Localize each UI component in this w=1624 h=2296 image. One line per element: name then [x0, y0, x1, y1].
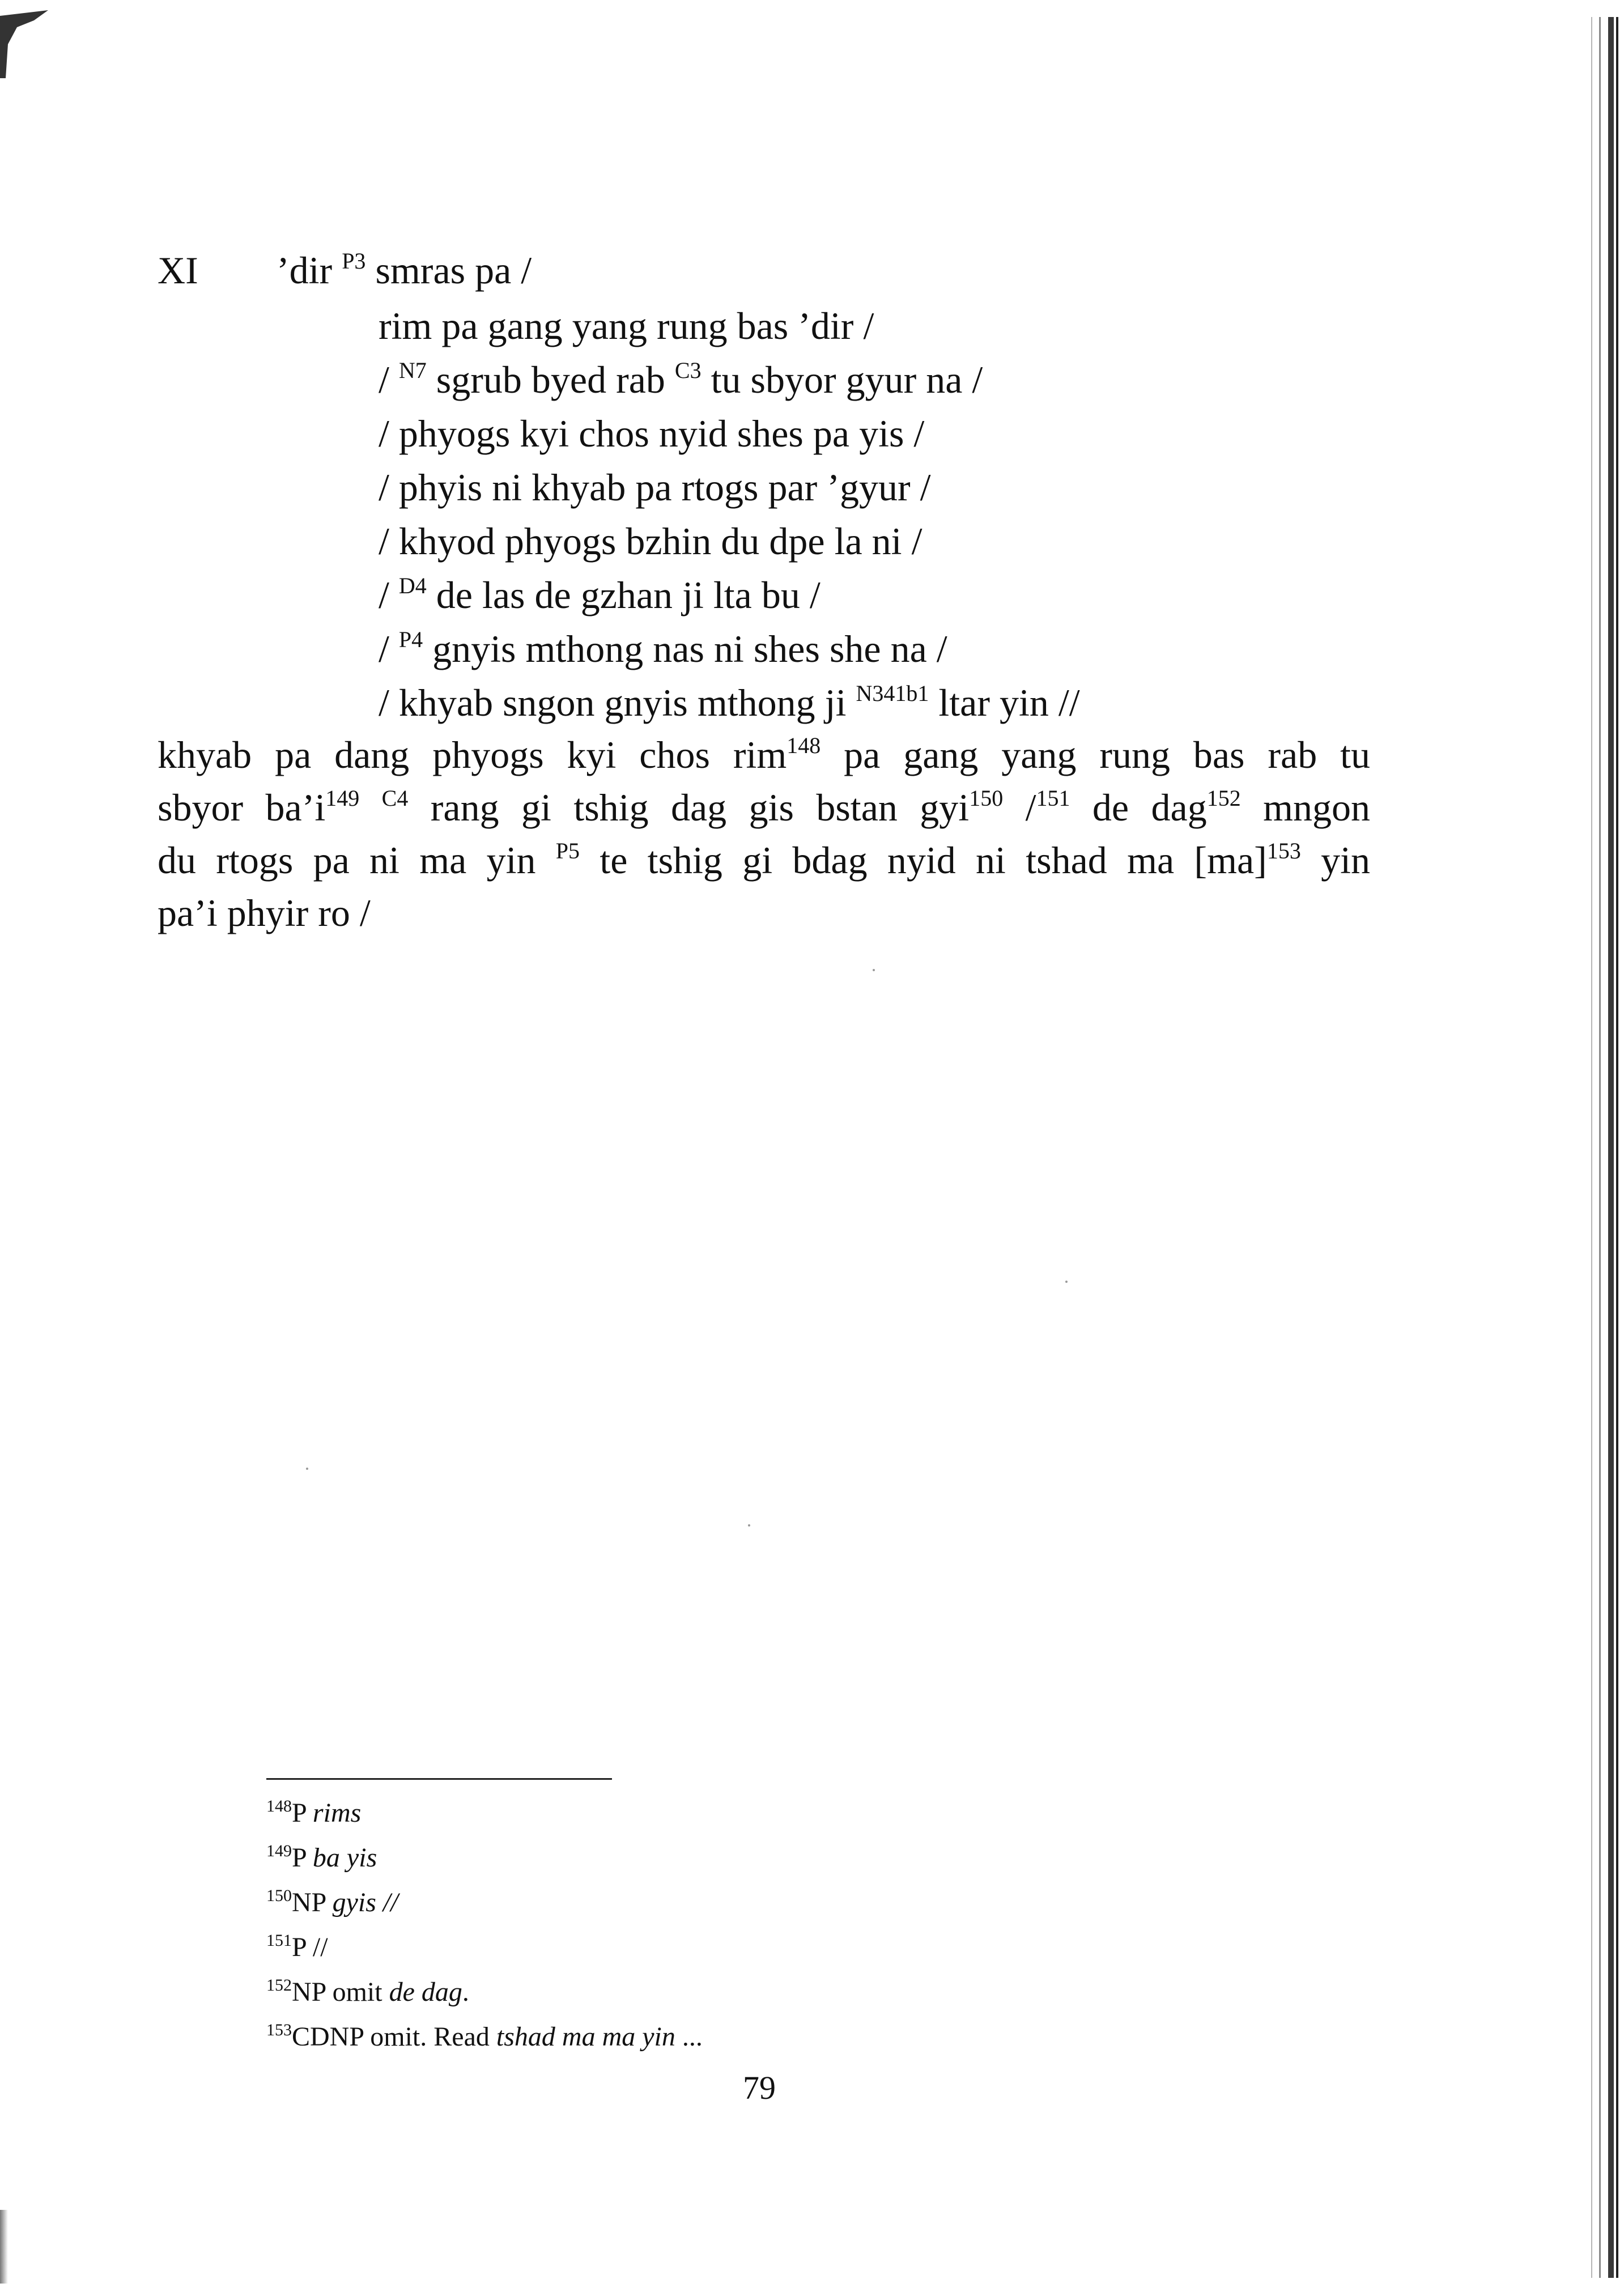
footnote-ref: 150 [969, 785, 1004, 811]
footnote-number: 148 [266, 1797, 292, 1815]
prose-line: khyab pa dang phyogs kyi chos rim$^{148}$ pa gang yang rung bas rab tu [158, 733, 1370, 776]
footnote-ref: 149 [325, 785, 360, 811]
verse-line: / khyod phyogs bzhin du dpe la ni / [379, 520, 922, 563]
footnote: $^{152}$NP omit de dag. [266, 1976, 469, 2007]
scan-left-edge [0, 2210, 8, 2284]
verse-line: / $^{N7}$ sgrub byed rab $^{C3}$ tu sbyor gyur na / [379, 358, 983, 401]
footnote-ref: 148 [787, 733, 821, 758]
footnote: $^{153}$CDNP omit. Read tshad ma ma yin ... [266, 2021, 703, 2052]
footnotes [266, 1791, 703, 2059]
scan-speck [873, 969, 875, 971]
footnote-number: 153 [266, 2021, 292, 2039]
prose-line: du rtogs pa ni ma yin $^{P5}$ te tshig gi bdag nyid ni tshad ma [ma]$^{153}$ yin [158, 838, 1370, 882]
scan-corner-mark [0, 10, 51, 78]
verse-line: / $^{P4}$ gnyis mthong nas ni shes she na / [379, 627, 947, 670]
footnote-number: 152 [266, 1976, 292, 1995]
footnote-number: 149 [266, 1842, 292, 1860]
footnote: $^{149}$P ba yis [266, 1842, 377, 1873]
footnote-ref: 152 [1206, 785, 1241, 811]
prose-line: sbyor $ba’i^{149}$ $^{C4}$ rang gi tshig dag gis bstan gyi$^{150}$ /$^{151}$ de dag$^{152}$ mngon [158, 785, 1371, 829]
footnote-number: 151 [266, 1931, 292, 1950]
verse-line: / phyis ni khyab pa rtogs par ’gyur / [379, 466, 931, 509]
footnote-divider [266, 1778, 612, 1780]
verse-number: XI [158, 249, 198, 292]
ms-siglum: C3 [674, 358, 702, 383]
scan-speck [748, 1524, 750, 1527]
verse-lines [379, 299, 1080, 730]
footnote-ref: 153 [1266, 838, 1301, 864]
prose-line: pa’i phyir ro / [158, 891, 371, 934]
verse-line: rim pa gang yang rung bas ’dir / [379, 304, 874, 347]
page-number: 79 [743, 2069, 776, 2106]
ms-siglum: N7 [398, 358, 427, 383]
ms-siglum: C4 [381, 785, 409, 811]
scan-speck [306, 1468, 308, 1470]
footnote: $^{150}$NP gyis // [266, 1886, 398, 1917]
scan-right-edge [1562, 0, 1624, 2296]
footnote-ref: 151 [1036, 785, 1070, 811]
ms-siglum: P5 [555, 838, 580, 864]
commentary-paragraph [158, 729, 1370, 939]
verse-line: / $^{D4}$ de las de gzhan ji lta bu / [379, 573, 820, 616]
footnote-number: 150 [266, 1886, 292, 1905]
verse-line: / khyab sngon gnyis mthong ji $^{N341b1}$ ltar yin // [379, 681, 1080, 724]
ms-siglum: P4 [398, 627, 423, 652]
scan-speck [1065, 1281, 1068, 1283]
verse-line: / phyogs kyi chos nyid shes pa yis / [379, 412, 925, 455]
ms-siglum: N341b1 [856, 681, 929, 706]
footnote: $^{148}$P rims [266, 1797, 362, 1828]
ms-siglum: D4 [398, 573, 427, 598]
verse-intro: ’dir $^{P3}$ smras pa / [277, 248, 532, 292]
ms-siglum: P3 [342, 248, 366, 274]
footnote: $^{151}$P // [266, 1931, 328, 1962]
